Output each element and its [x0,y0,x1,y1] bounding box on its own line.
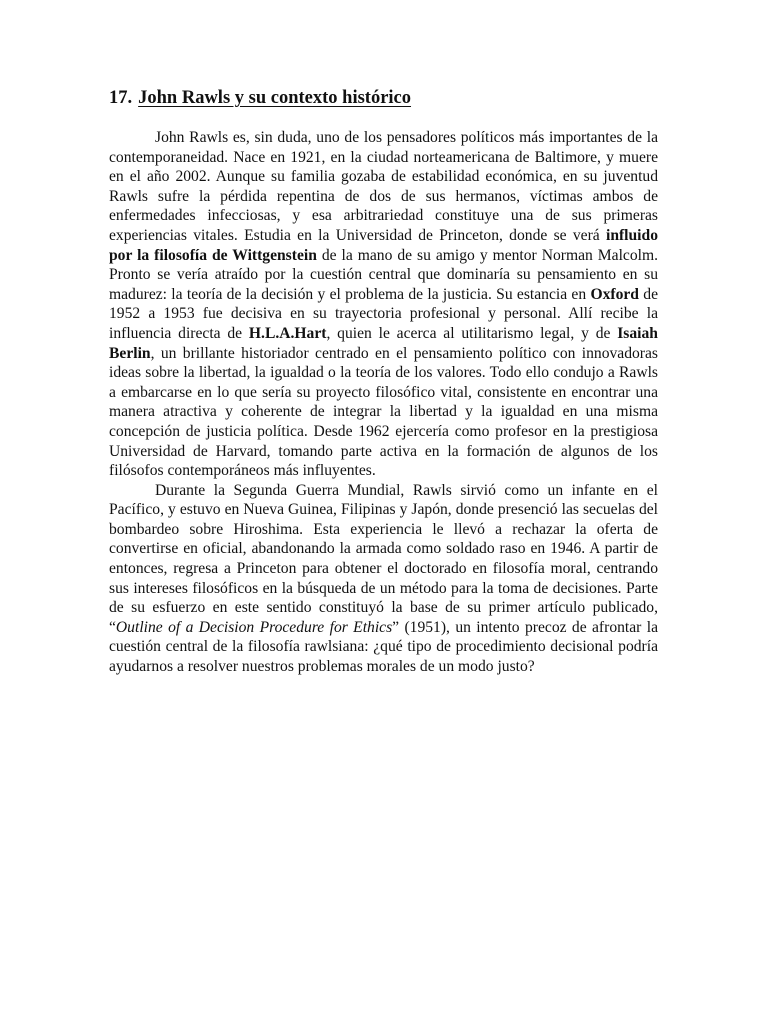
section-heading [109,86,659,110]
bold-run: influido por la filosofía de Wittgenstein [109,226,658,264]
text-run: John Rawls es, sin duda, uno de los pensadores políticos más importantes de la contemporaneidad. Nace en 1921, en la ciudad norteamericana de Baltimore, y muere en el año 2002. Aunque su familia gozaba de estabilidad económica, en su juventud Rawls sufre la pérdida repentina de dos de sus hermanos, víctimas ambos de enfermedades infecciosas, y esa arbitrariedad constituye una de sus primeras experiencias vitales. Estudia en la Universidad de Princeton, donde se verá [109,129,658,244]
text-run: Durante la Segunda Guerra Mundial, Rawls sirvió como un infante en el Pacífico, y estuvo en Nueva Guinea, Filipinas y Japón, donde presenció las secuelas del bombardeo sobre Hiroshima. Esta experiencia le llevó a rechazar la oferta de convertirse en oficial, abandonando la armada como soldado raso en 1946. A partir de entonces, regresa a Princeton para obtener el doctorado en filosofía moral, centrando sus intereses filosóficos en la búsqueda de un método para la toma de decisiones. Parte de su esfuerzo en este sentido constituyó la base de su primer artículo publicado, “ [109,481,658,636]
paragraph-1 [109,128,658,481]
section-number: 17. [109,88,133,108]
text-run: de la mano de su amigo y mentor Norman Malcolm. Pronto se vería atraído por la cuestión central que dominaría su pensamiento en su madurez: la teoría de la decisión y el problema de la justicia. Su estancia en [109,246,658,303]
text-run: , quien le acerca al utilitarismo legal, y de [326,324,618,342]
italic-run: Outline of a Decision Procedure for Ethics [115,618,393,636]
text-run: de 1952 a 1953 fue decisiva en su trayectoria profesional y personal. Allí recibe la influencia directa de [109,285,658,342]
text-run: , un brillante historiador centrado en el pensamiento político con innovadoras ideas sobre la libertad, la igualdad o la teoría de los valores. Todo ello condujo a Rawls a embarcarse en lo que sería su proyecto filosófico vital, consistente en encontrar una manera atractiva y coherente de integrar la libertad y la igualdad en una misma concepción de justicia política. Desde 1962 ejercería como profesor en la prestigiosa Universidad de Harvard, tomando parte activa en la formación de algunos de los filósofos contemporáneos más influyentes. [109,344,658,480]
bold-run: H.L.A.Hart [248,324,327,342]
paragraph-2 [109,481,658,677]
bold-run: Isaiah Berlin [109,324,658,362]
body-text [109,128,658,677]
section-title: John Rawls y su contexto histórico [138,88,412,108]
text-run: ” (1951), un intento precoz de afrontar la cuestión central de la filosofía rawlsiana: ¿qué tipo de procedimiento decisional podría ayudarnos a resolver nuestros problemas morales de un modo justo? [109,618,658,676]
bold-run: Oxford [590,285,639,303]
